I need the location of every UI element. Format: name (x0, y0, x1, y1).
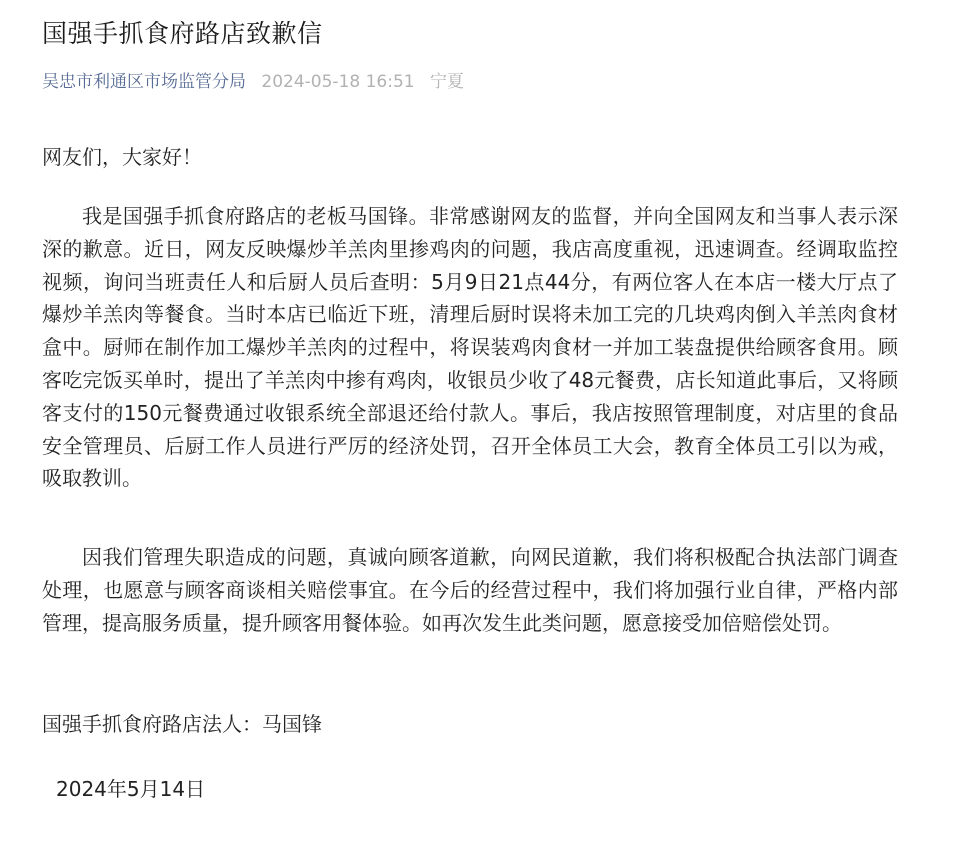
greeting: 网友们，大家好！ (42, 145, 202, 169)
article-title: 国强手抓食府路店致歉信 (42, 19, 323, 48)
signature-date: 2024年5月14日 (56, 777, 206, 801)
publish-region: 宁夏 (430, 72, 465, 92)
signature: 国强手抓食府路店法人：马国锋 (42, 712, 322, 736)
publish-date: 2024-05-18 16:51 (261, 72, 415, 92)
body-paragraph: 因我们管理失职造成的问题，真诚向顾客道歉，向网民道歉，我们将积极配合执法部门调查处理，也愿意与顾客商谈相关赔偿事宜。在今后的经营过程中，我们将加强行业自律，严格内部管理，提高服务质量，提升顾客用餐体验。如再次发生此类问题，愿意接受加倍赔偿处罚。 (42, 545, 898, 635)
body-paragraph: 我是国强手抓食府路店的老板马国锋。非常感谢网友的监督，并向全国网友和当事人表示深深的歉意。近日，网友反映爆炒羊羔肉里掺鸡肉的问题，我店高度重视，迅速调查。经调取监控视频，询问当班责任人和后厨人员后查明：5月9日21点44分，有两位客人在本店一楼大厅点了爆炒羊羔肉等餐食。当时本店已临近下班，清理后厨时误将未加工完的几块鸡肉倒入羊羔肉食材盒中。厨师在制作加工爆炒羊羔肉的过程中，将误装鸡肉食材一并加工装盘提供给顾客食用。顾客吃完饭买单时，提出了羊羔肉中掺有鸡肉，收银员少收了48元餐费，店长知道此事后，又将顾客支付的150元餐费通过收银系统全部退还给付款人。事后，我店按照管理制度，对店里的食品安全管理员、后厨工作人员进行严厉的经济处罚，召开全体员工大会，教育全体员工引以为戒，吸取教训。 (42, 204, 898, 491)
article-meta (42, 68, 464, 96)
source-account-link[interactable]: 吴忠市利通区市场监管分局 (42, 72, 246, 92)
